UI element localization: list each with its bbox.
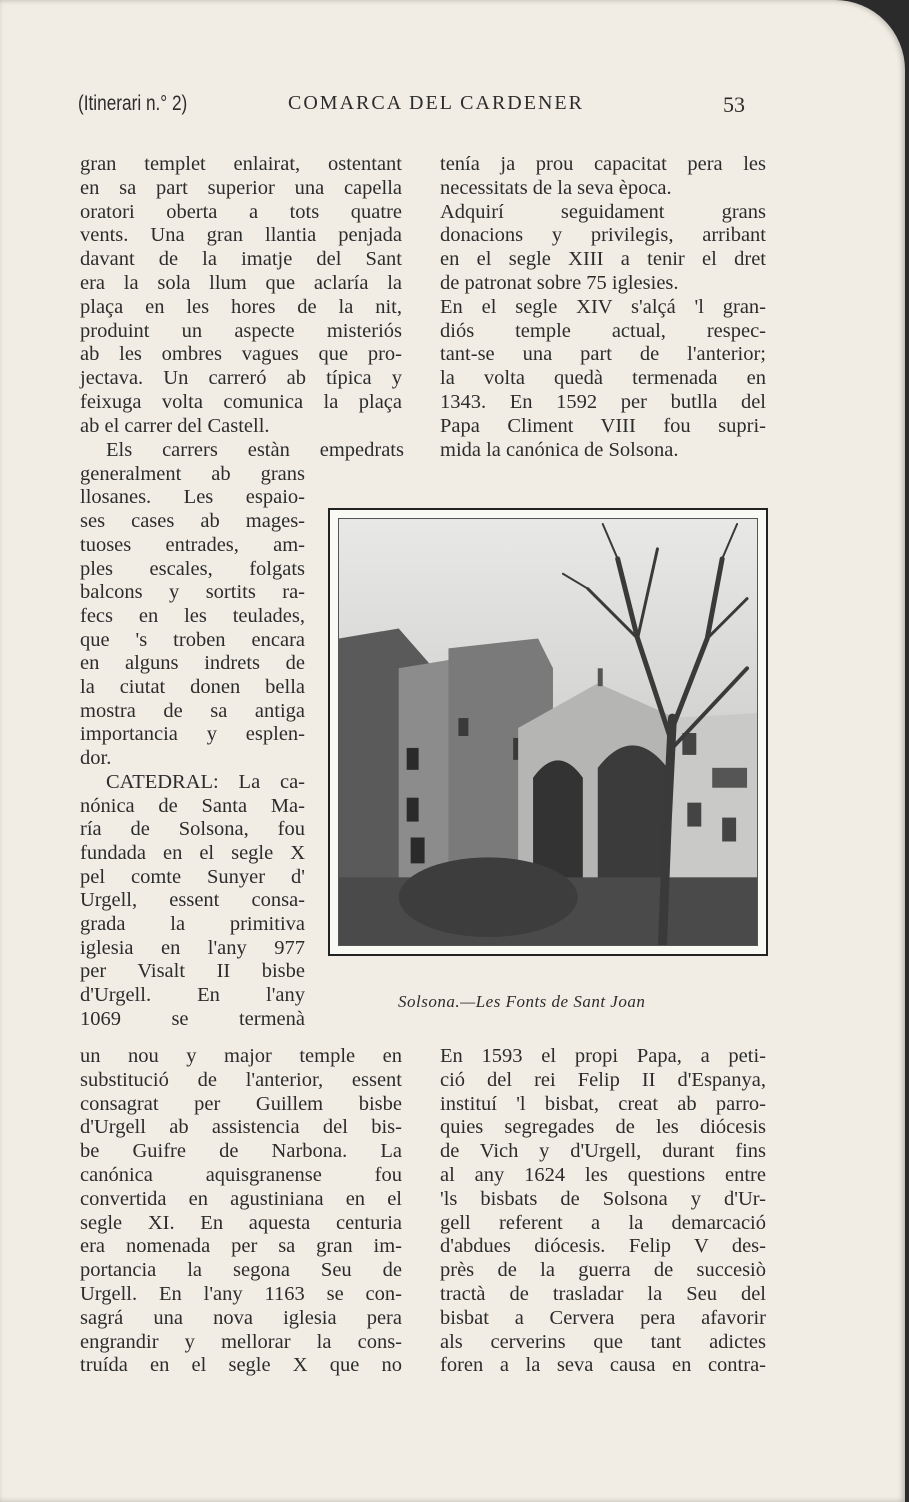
text-line: oratori oberta a tots quatre <box>80 200 402 223</box>
text-line: balcons y sortits ra- <box>80 581 305 604</box>
text-line: 1069 se termenà <box>80 1007 305 1030</box>
text-line: la ciutat donen bella <box>80 676 305 698</box>
itinerary-label: (Itinerari n.° 2) <box>78 92 188 115</box>
text-line: 'ls bisbats de Solsona y d'Ur- <box>440 1187 766 1210</box>
text-line: d'abdues diócesis. Felip V des- <box>440 1235 766 1258</box>
text-line: consagrat per Guillem bisbe <box>80 1092 402 1115</box>
text-line: plaça en les hores de la nit, <box>80 295 402 318</box>
text-line: pel comte Sunyer d' <box>80 865 305 888</box>
text-line: diós temple actual, respec- <box>440 319 766 342</box>
text-line: tant-se una part de l'anterior; <box>440 343 766 366</box>
text-line: al any 1624 les questions entre <box>440 1164 766 1186</box>
text-line: gell referent a la demarcació <box>440 1211 766 1234</box>
text-line: portancia la segona Seu de <box>80 1259 402 1282</box>
text-line: 1343. En 1592 per butlla del <box>440 391 766 413</box>
text-line: la volta quedà termenada en <box>440 367 766 390</box>
text-line: d'Urgell ab assistencia del bis- <box>80 1116 402 1139</box>
text-line: dor. <box>80 747 112 770</box>
text-line: grada la primitiva <box>80 913 305 935</box>
text-line: segle XI. En aquesta centuria <box>80 1211 402 1234</box>
text-line: mida la canónica de Solsona. <box>440 438 679 461</box>
text-line: gran templet enlairat, ostentant <box>80 153 402 175</box>
text-line: Papa Climent VIII fou supri- <box>440 414 766 437</box>
text-line: importancia y esplen- <box>80 723 305 746</box>
text-line: mostra de sa antiga <box>80 699 305 722</box>
text-line: près de la guerra de succesiò <box>440 1259 766 1282</box>
text-line: foren a la seva causa en contra- <box>440 1354 766 1377</box>
text-line: ab les ombres vagues que pro- <box>80 343 402 366</box>
text-line: feixuga volta comunica la plaça <box>80 391 402 413</box>
text-line: llosanes. Les espaio- <box>80 486 305 509</box>
text-line: jectava. Un carreró ab típica y <box>80 367 402 390</box>
text-line: Urgell, essent consa- <box>80 889 305 912</box>
page-number: 53 <box>723 92 745 117</box>
text-line: necessitats de la seva època. <box>440 176 672 199</box>
text-line: un nou y major temple en <box>80 1045 402 1067</box>
text-line: davant de la imatje del Sant <box>80 248 402 271</box>
text-line: bisbat a Cervera pera afavorir <box>440 1306 766 1329</box>
text-line: sagrá una nova iglesia pera <box>80 1306 402 1329</box>
text-line: convertida en agustiniana en el <box>80 1187 402 1210</box>
text-line: en alguns indrets de <box>80 652 305 675</box>
text-line: tenía ja prou capacitat pera les <box>440 153 766 175</box>
text-line: era la sola llum que aclaría la <box>80 272 402 294</box>
text-line: Els carrers estàn empedrats <box>106 439 404 461</box>
text-line: Adquirí seguidament grans <box>440 200 766 223</box>
text-line: ples escales, folgats <box>80 557 305 580</box>
text-line: vents. Una gran llantia penjada <box>80 224 402 247</box>
text-line: instituí 'l bisbat, creat ab parro- <box>440 1092 766 1115</box>
photograph <box>338 518 758 946</box>
text-line: truída en el segle X que no <box>80 1354 402 1377</box>
text-line: canónica aquisgranense fou <box>80 1164 402 1186</box>
text-line: En 1593 el propi Papa, a peti- <box>440 1045 766 1067</box>
text-line: en sa part superior una capella <box>80 176 402 199</box>
text-line: tuoses entrades, am- <box>80 533 305 556</box>
text-line: fundada en el segle X <box>80 841 305 864</box>
text-line: donacions y privilegis, arribant <box>440 224 766 247</box>
text-line: iglesia en l'any 977 <box>80 936 305 959</box>
photo-illustration <box>339 519 757 945</box>
text-line: engrandir y mellorar la cons- <box>80 1330 402 1353</box>
text-line: generalment ab grans <box>80 462 305 485</box>
photograph-frame <box>328 508 768 956</box>
text-line: de patronat sobre 75 iglesies. <box>440 272 679 294</box>
text-line: de Vich y d'Urgell, durant fins <box>440 1140 766 1163</box>
text-line: be Guifre de Narbona. La <box>80 1140 402 1163</box>
text-line: substitució de l'anterior, essent <box>80 1068 402 1091</box>
text-line: ría de Solsona, fou <box>80 818 305 841</box>
text-line: produint un aspecte misteriós <box>80 319 402 342</box>
text-line: per Visalt II bisbe <box>80 960 305 983</box>
text-line: Urgell. En l'any 1163 se con- <box>80 1283 402 1305</box>
text-line: CATEDRAL: La ca- <box>106 770 305 793</box>
text-line: ses cases ab mages- <box>80 510 305 533</box>
text-line: en el segle XIII a tenir el dret <box>440 248 766 271</box>
text-line: ab el carrer del Castell. <box>80 414 270 437</box>
text-line: fecs en les teulades, <box>80 604 305 627</box>
section-title: COMARCA DEL CARDENER <box>288 92 584 114</box>
photo-caption: Solsona.—Les Fonts de Sant Joan <box>398 992 646 1011</box>
text-line: tractà de trasladar la Seu del <box>440 1283 766 1305</box>
text-line: quies segregades de les diócesis <box>440 1116 766 1139</box>
text-line: nónica de Santa Ma- <box>80 794 305 817</box>
text-line: En el segle XIV s'alçá 'l gran- <box>440 295 766 318</box>
text-line: que 's troben encara <box>80 628 305 651</box>
text-line: als cerverins que tant adictes <box>440 1330 766 1353</box>
text-line: era nomenada per sa gran im- <box>80 1235 402 1258</box>
text-line: ció del rei Felip II d'Espanya, <box>440 1068 766 1091</box>
text-line: d'Urgell. En l'any <box>80 984 305 1007</box>
running-header <box>78 92 745 126</box>
